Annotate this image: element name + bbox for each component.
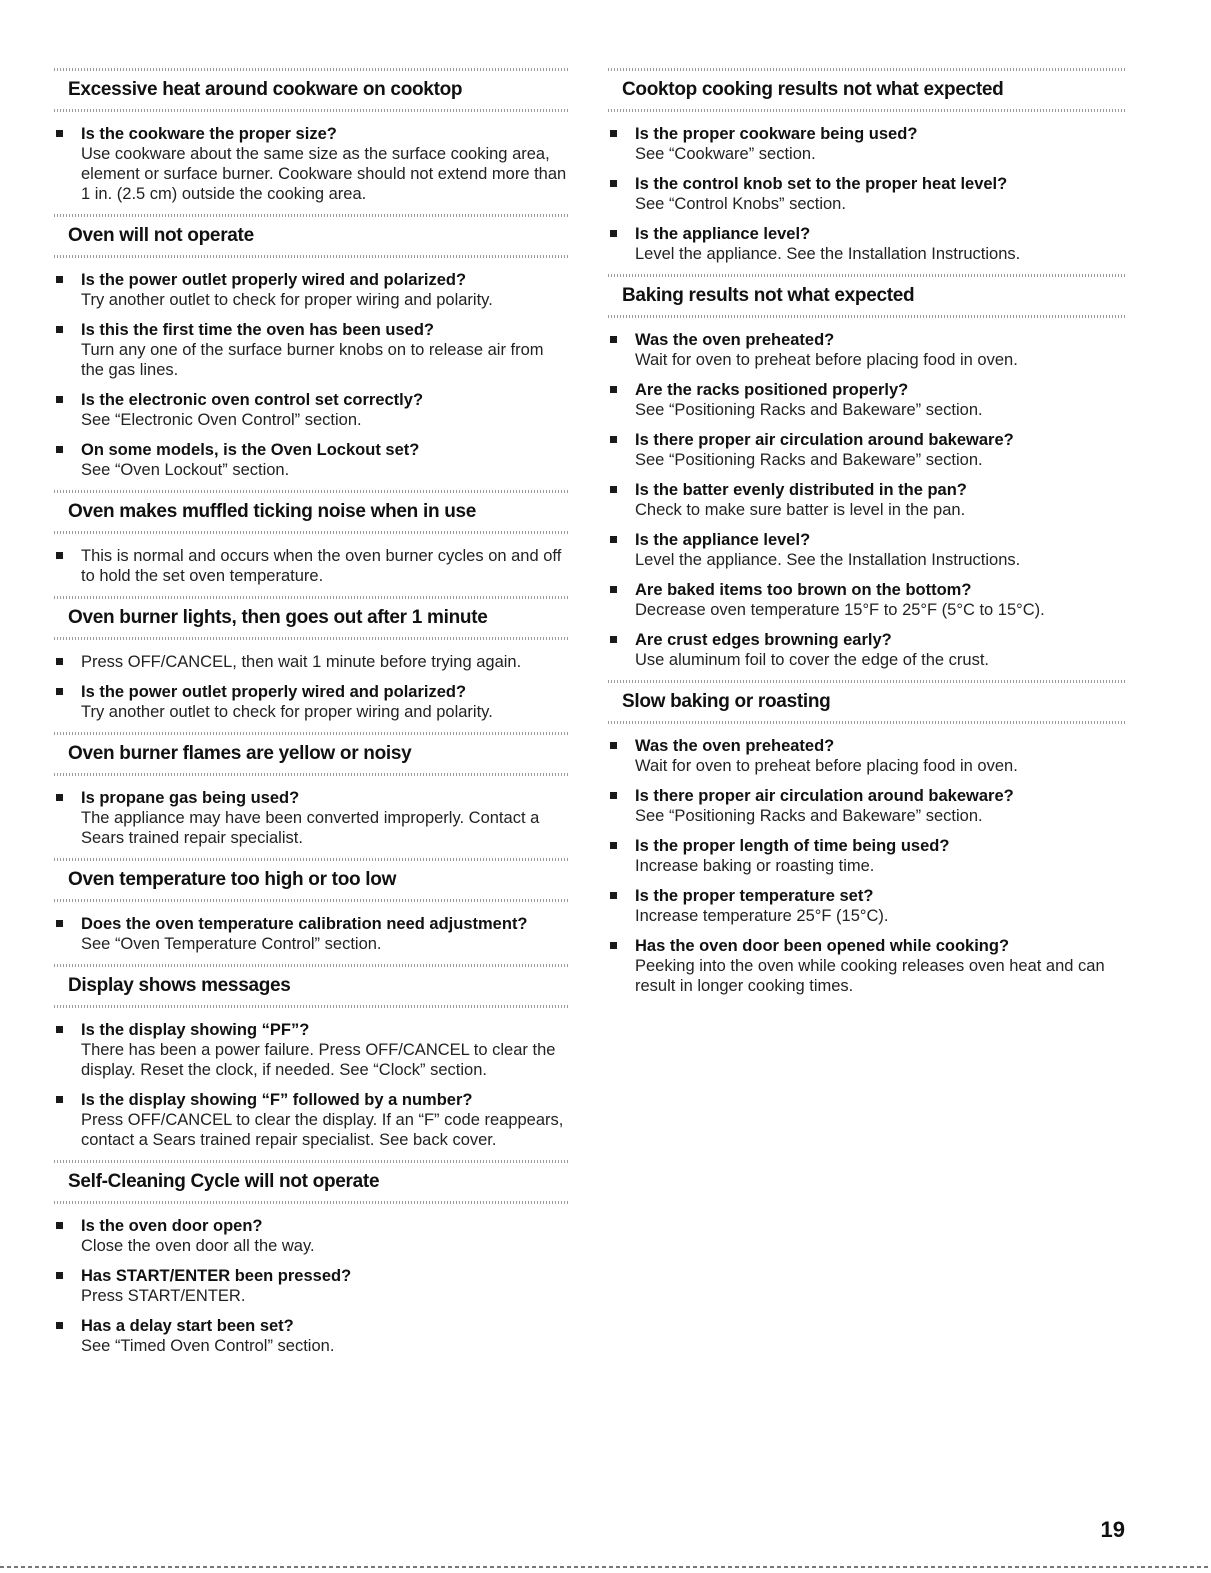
question-text: Is the electronic oven control set correctly? bbox=[81, 391, 424, 409]
section-title: Excessive heat around cookware on cooktop bbox=[68, 79, 463, 100]
question-text: Has START/ENTER been pressed? bbox=[81, 1267, 352, 1285]
answer-text: Wait for oven to preheat before placing food in oven. bbox=[635, 757, 1018, 775]
list-item bbox=[608, 936, 1127, 996]
bullet-icon bbox=[56, 130, 63, 137]
section-header bbox=[608, 68, 1127, 112]
list-item bbox=[54, 440, 570, 480]
question-text: Is this the first time the oven has been used? bbox=[81, 321, 434, 339]
list-item bbox=[54, 390, 570, 430]
question-text: Does the oven temperature calibration need adjustment? bbox=[81, 915, 528, 933]
bullet-icon bbox=[56, 276, 63, 283]
list-item bbox=[54, 1020, 570, 1080]
bullet-icon bbox=[610, 130, 617, 137]
answer-text: See “Positioning Racks and Bakeware” section. bbox=[635, 807, 983, 825]
answer-text: Increase temperature 25°F (15°C). bbox=[635, 907, 889, 925]
troubleshooting-section bbox=[608, 274, 1127, 670]
bullet-icon bbox=[610, 486, 617, 493]
list-item bbox=[54, 1316, 570, 1356]
troubleshooting-section bbox=[54, 214, 570, 480]
answer-text: Turn any one of the surface burner knobs on to release air from the gas lines. bbox=[81, 341, 544, 379]
bullet-icon bbox=[56, 920, 63, 927]
list-item bbox=[54, 1266, 570, 1306]
section-title: Oven burner flames are yellow or noisy bbox=[68, 743, 412, 764]
bullet-icon bbox=[610, 336, 617, 343]
answer-text: Use cookware about the same size as the surface cooking area, element or surface burner. Cookware should not extend more than 1 in. (2.5 cm) outside the cooking area. bbox=[81, 145, 567, 203]
troubleshooting-section bbox=[54, 964, 570, 1150]
section-header bbox=[54, 964, 570, 1008]
answer-text: This is normal and occurs when the oven burner cycles on and off to hold the set oven temperature. bbox=[81, 547, 562, 585]
answer-text: Peeking into the oven while cooking releases oven heat and can result in longer cooking times. bbox=[635, 957, 1105, 995]
bullet-icon bbox=[610, 536, 617, 543]
list-item bbox=[54, 682, 570, 722]
list-item bbox=[54, 1216, 570, 1256]
question-text: Was the oven preheated? bbox=[635, 331, 835, 349]
bullet-icon bbox=[610, 636, 617, 643]
question-text: Is the proper length of time being used? bbox=[635, 837, 950, 855]
section-title: Self-Cleaning Cycle will not operate bbox=[68, 1171, 380, 1192]
section-title: Cooktop cooking results not what expected bbox=[622, 79, 1004, 100]
section-title: Oven burner lights, then goes out after 1 minute bbox=[68, 607, 488, 628]
left-column bbox=[54, 68, 570, 1366]
answer-text: Use aluminum foil to cover the edge of the crust. bbox=[635, 651, 990, 669]
bullet-icon bbox=[610, 842, 617, 849]
troubleshooting-section bbox=[54, 596, 570, 722]
list-item bbox=[608, 124, 1127, 164]
section-header bbox=[608, 680, 1127, 724]
bullet-icon bbox=[610, 942, 617, 949]
question-text: Is the power outlet properly wired and polarized? bbox=[81, 271, 467, 289]
bullet-icon bbox=[56, 446, 63, 453]
list-item bbox=[608, 480, 1127, 520]
question-text: Is the power outlet properly wired and polarized? bbox=[81, 683, 467, 701]
answer-text: See “Control Knobs” section. bbox=[635, 195, 846, 213]
section-header bbox=[54, 732, 570, 776]
section-header bbox=[54, 214, 570, 258]
answer-text: Check to make sure batter is level in the pan. bbox=[635, 501, 966, 519]
answer-text: See “Electronic Oven Control” section. bbox=[81, 411, 362, 429]
question-text: Is there proper air circulation around bakeware? bbox=[635, 431, 1014, 449]
bullet-icon bbox=[56, 396, 63, 403]
bullet-icon bbox=[610, 586, 617, 593]
question-text: Is the display showing “PF”? bbox=[81, 1021, 310, 1039]
section-title: Baking results not what expected bbox=[622, 285, 915, 306]
question-text: Is propane gas being used? bbox=[81, 789, 300, 807]
troubleshooting-section bbox=[54, 732, 570, 848]
list-item bbox=[54, 270, 570, 310]
list-item bbox=[608, 836, 1127, 876]
question-text: Are baked items too brown on the bottom? bbox=[635, 581, 972, 599]
bullet-icon bbox=[56, 1026, 63, 1033]
question-text: Is there proper air circulation around bakeware? bbox=[635, 787, 1014, 805]
troubleshooting-section bbox=[54, 1160, 570, 1356]
question-text: Are the racks positioned properly? bbox=[635, 381, 909, 399]
answer-text: See “Cookware” section. bbox=[635, 145, 816, 163]
right-column bbox=[608, 68, 1127, 1006]
answer-text: Try another outlet to check for proper wiring and polarity. bbox=[81, 291, 493, 309]
answer-text: Press START/ENTER. bbox=[81, 1287, 246, 1305]
bullet-icon bbox=[610, 180, 617, 187]
bullet-icon bbox=[56, 658, 63, 665]
list-item bbox=[54, 1090, 570, 1150]
bullet-icon bbox=[56, 552, 63, 559]
question-text: Is the oven door open? bbox=[81, 1217, 263, 1235]
bullet-icon bbox=[56, 1222, 63, 1229]
list-item bbox=[608, 224, 1127, 264]
troubleshooting-section bbox=[608, 68, 1127, 264]
list-item bbox=[54, 788, 570, 848]
question-text: Is the proper temperature set? bbox=[635, 887, 874, 905]
answer-text: Increase baking or roasting time. bbox=[635, 857, 875, 875]
question-text: Is the control knob set to the proper heat level? bbox=[635, 175, 1008, 193]
list-item bbox=[608, 630, 1127, 670]
bullet-icon bbox=[56, 1322, 63, 1329]
troubleshooting-section bbox=[54, 68, 570, 204]
answer-text: Level the appliance. See the Installation Instructions. bbox=[635, 245, 1021, 263]
list-item bbox=[608, 580, 1127, 620]
troubleshooting-section bbox=[608, 680, 1127, 996]
question-text: Are crust edges browning early? bbox=[635, 631, 892, 649]
answer-text: Press OFF/CANCEL to clear the display. If an “F” code reappears, contact a Sears trained repair specialist. See back cover. bbox=[81, 1111, 564, 1149]
answer-text: Level the appliance. See the Installation Instructions. bbox=[635, 551, 1021, 569]
question-text: Is the cookware the proper size? bbox=[81, 125, 337, 143]
section-header bbox=[54, 1160, 570, 1204]
section-header bbox=[54, 596, 570, 640]
section-title: Oven temperature too high or too low bbox=[68, 869, 397, 890]
question-text: Is the appliance level? bbox=[635, 531, 811, 549]
bullet-icon bbox=[610, 386, 617, 393]
list-item bbox=[608, 380, 1127, 420]
question-text: Is the proper cookware being used? bbox=[635, 125, 918, 143]
answer-text: Try another outlet to check for proper wiring and polarity. bbox=[81, 703, 493, 721]
page-number: 19 bbox=[1100, 1517, 1125, 1542]
answer-text: Wait for oven to preheat before placing food in oven. bbox=[635, 351, 1018, 369]
answer-text: There has been a power failure. Press OFF/CANCEL to clear the display. Reset the clock, if needed. See “Clock” section. bbox=[81, 1041, 556, 1079]
list-item bbox=[608, 736, 1127, 776]
troubleshooting-section bbox=[54, 858, 570, 954]
list-item bbox=[608, 330, 1127, 370]
answer-text: The appliance may have been converted improperly. Contact a Sears trained repair specialist. bbox=[81, 809, 540, 847]
bullet-icon bbox=[56, 688, 63, 695]
section-title: Oven will not operate bbox=[68, 225, 254, 246]
answer-text: See “Positioning Racks and Bakeware” section. bbox=[635, 451, 983, 469]
list-item bbox=[54, 546, 570, 586]
bullet-icon bbox=[610, 792, 617, 799]
bullet-icon bbox=[610, 436, 617, 443]
answer-text: See “Oven Temperature Control” section. bbox=[81, 935, 382, 953]
bullet-icon bbox=[610, 230, 617, 237]
section-title: Slow baking or roasting bbox=[622, 691, 831, 712]
section-title: Oven makes muffled ticking noise when in use bbox=[68, 501, 477, 522]
section-header bbox=[54, 68, 570, 112]
bullet-icon bbox=[56, 326, 63, 333]
section-title: Display shows messages bbox=[68, 975, 291, 996]
list-item bbox=[608, 886, 1127, 926]
answer-text: Decrease oven temperature 15°F to 25°F (5°C to 15°C). bbox=[635, 601, 1045, 619]
list-item bbox=[54, 914, 570, 954]
question-text: Has a delay start been set? bbox=[81, 1317, 294, 1335]
list-item bbox=[608, 174, 1127, 214]
list-item bbox=[608, 786, 1127, 826]
answer-text: Press OFF/CANCEL, then wait 1 minute before trying again. bbox=[81, 653, 522, 671]
answer-text: See “Timed Oven Control” section. bbox=[81, 1337, 335, 1355]
list-item bbox=[54, 320, 570, 380]
bullet-icon bbox=[56, 1096, 63, 1103]
bullet-icon bbox=[610, 742, 617, 749]
question-text: Is the display showing “F” followed by a number? bbox=[81, 1091, 473, 1109]
answer-text: See “Oven Lockout” section. bbox=[81, 461, 290, 479]
section-header bbox=[608, 274, 1127, 318]
troubleshooting-section bbox=[54, 490, 570, 586]
question-text: Was the oven preheated? bbox=[635, 737, 835, 755]
list-item bbox=[54, 124, 570, 204]
bullet-icon bbox=[56, 794, 63, 801]
question-text: Is the batter evenly distributed in the pan? bbox=[635, 481, 967, 499]
section-header bbox=[54, 858, 570, 902]
list-item bbox=[54, 652, 570, 672]
answer-text: See “Positioning Racks and Bakeware” section. bbox=[635, 401, 983, 419]
list-item bbox=[608, 530, 1127, 570]
list-item bbox=[608, 430, 1127, 470]
question-text: Has the oven door been opened while cooking? bbox=[635, 937, 1010, 955]
bullet-icon bbox=[610, 892, 617, 899]
answer-text: Close the oven door all the way. bbox=[81, 1237, 315, 1255]
section-header bbox=[54, 490, 570, 534]
bottom-rule bbox=[0, 1566, 1211, 1568]
bullet-icon bbox=[56, 1272, 63, 1279]
question-text: On some models, is the Oven Lockout set? bbox=[81, 441, 420, 459]
question-text: Is the appliance level? bbox=[635, 225, 811, 243]
